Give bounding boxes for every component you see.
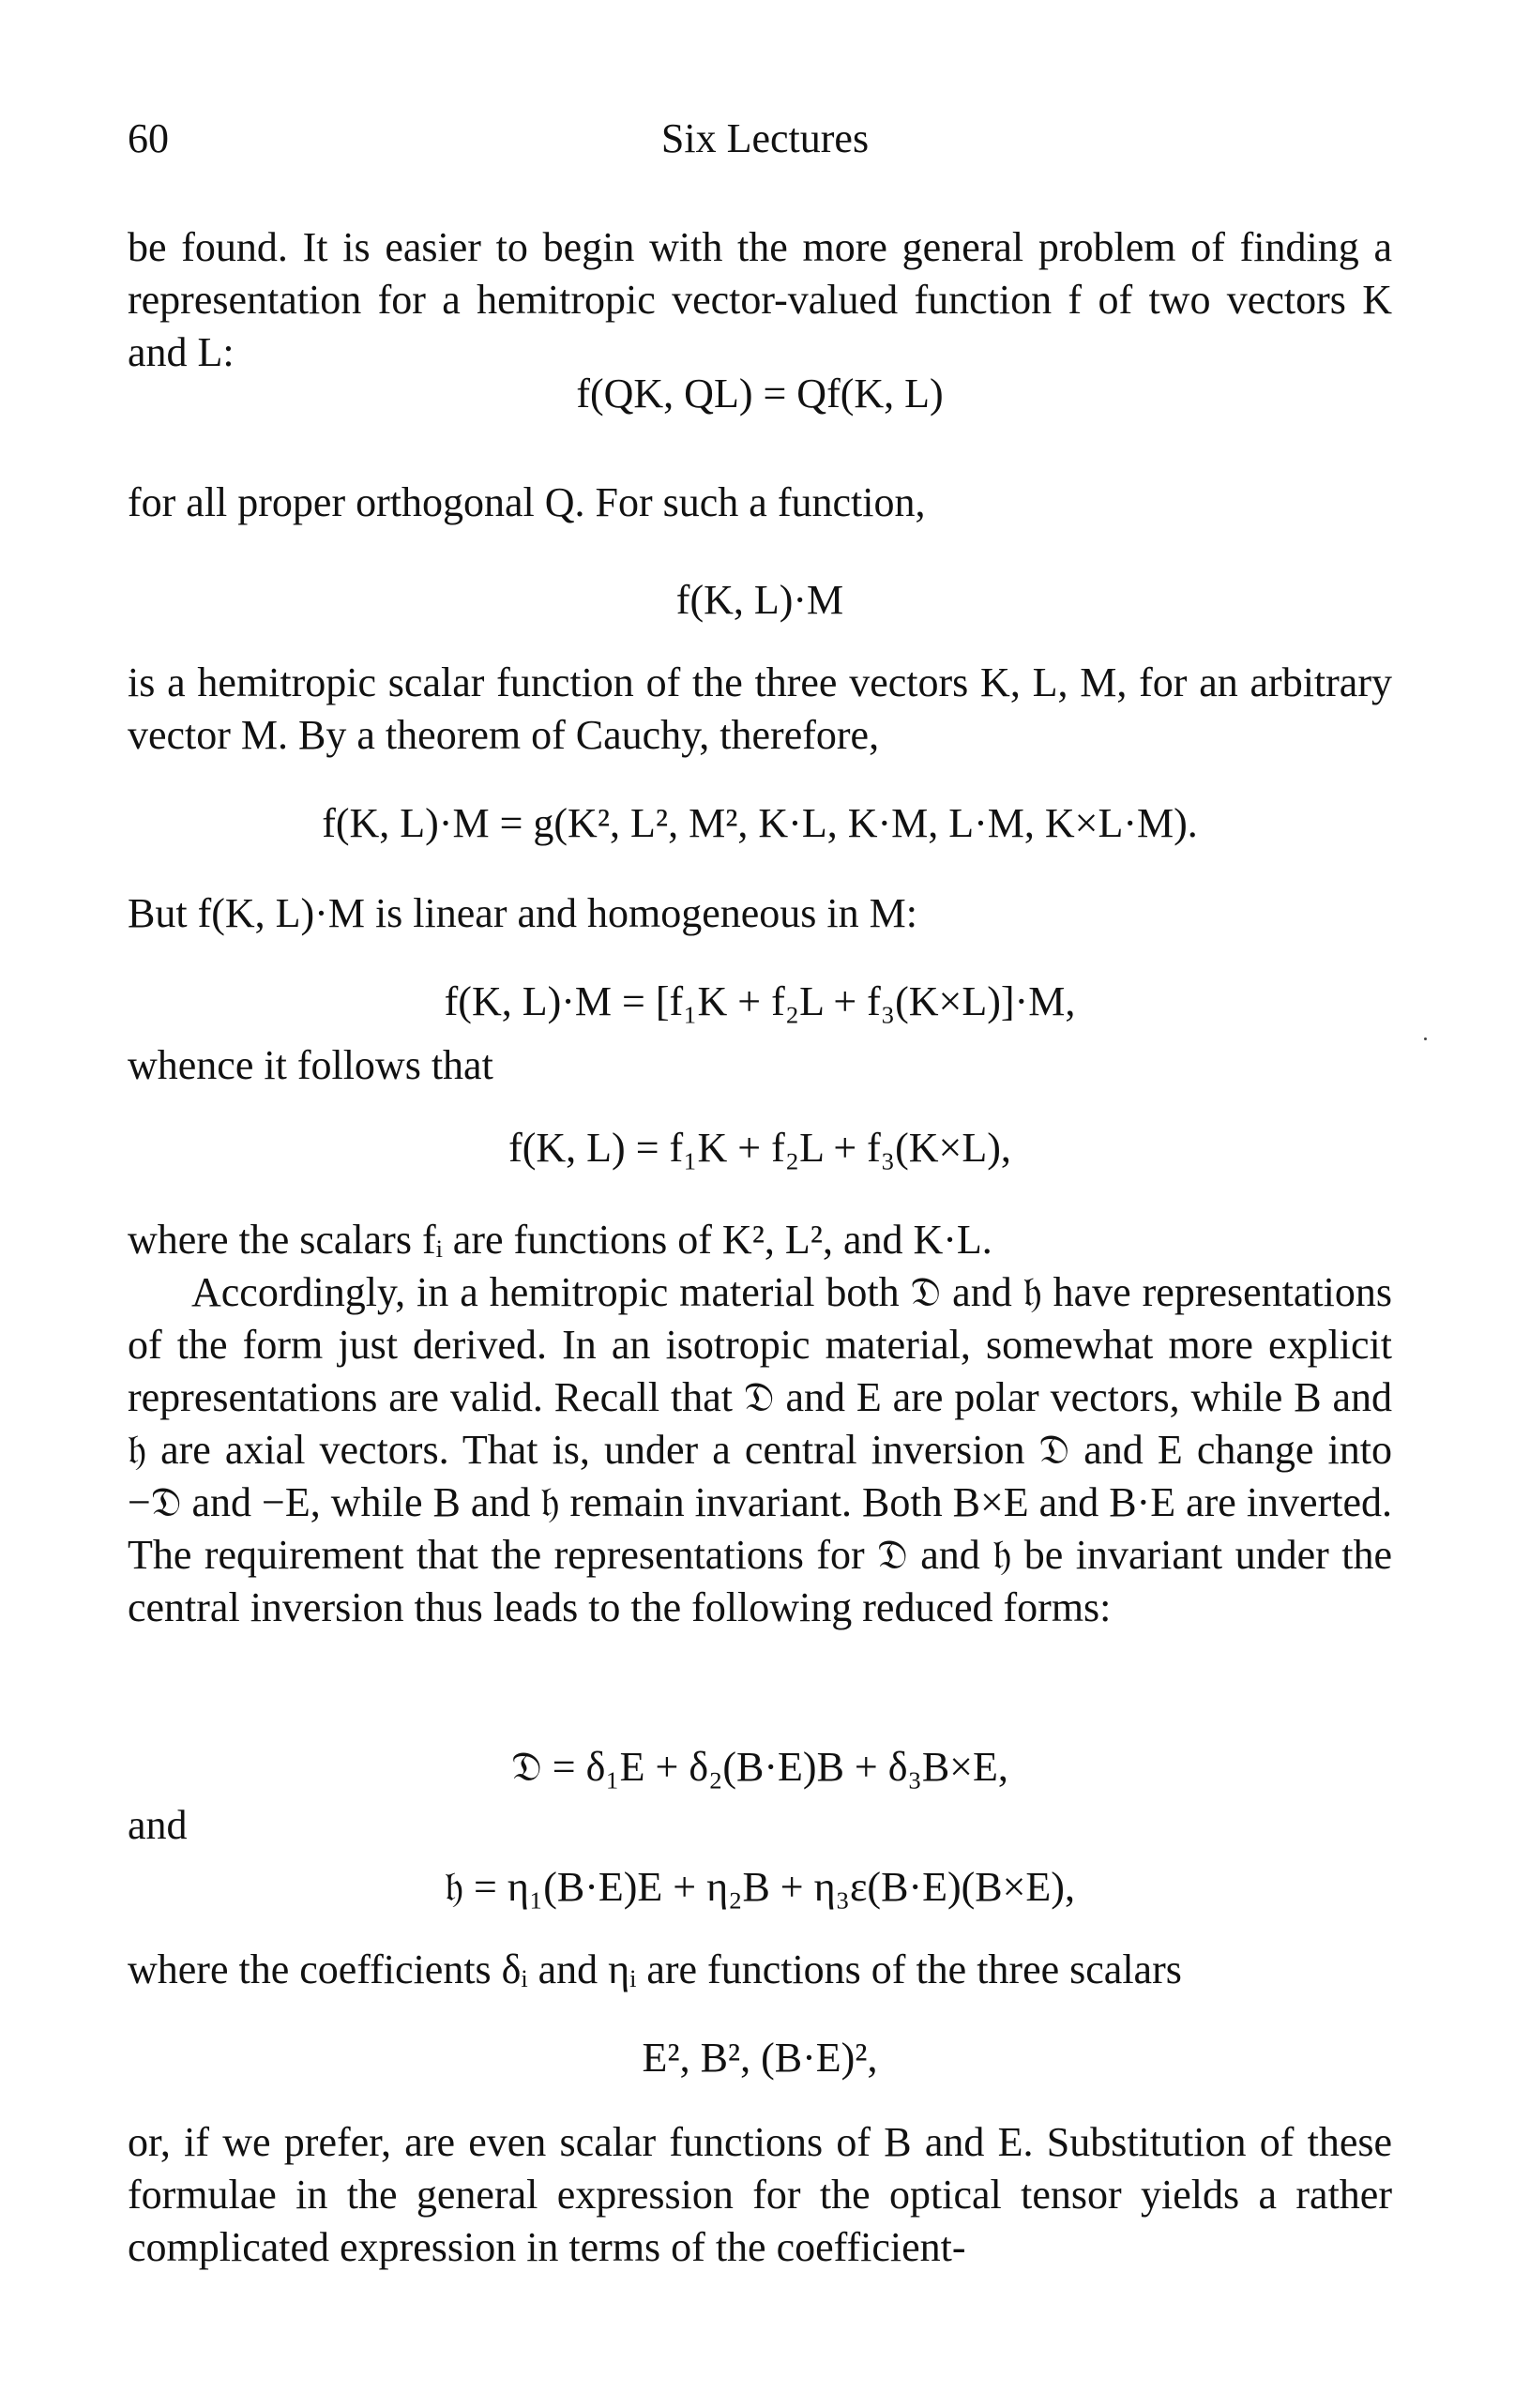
paragraph-linear: But f(K, L)·M is linear and homogeneous in M:	[128, 890, 917, 936]
print-speck	[1424, 1037, 1427, 1040]
paragraph-accordingly: Accordingly, in a hemitropic material both 𝔇 and 𝔥 have representations of the form just derived. In an isotropic material, somewhat more explicit representations are valid. Recall that 𝔇 and E are polar vectors, while B and 𝔥 are axial vectors. That is, under a central inversion 𝔇 and E change into −𝔇 and −E, while B and 𝔥 remain invariant. Both B×E and B·E are inverted. The requirement that the representations for 𝔇 and 𝔥 be invariant under the central inversion thus leads to the following reduced forms:	[128, 1269, 1392, 1630]
page-number: 60	[128, 115, 169, 161]
paragraph-whence: whence it follows that	[128, 1042, 493, 1088]
paragraph-substitution: or, if we prefer, are even scalar functions of B and E. Substitution of these formulae in the general expression for the optical tensor yields a rather complicated expression in terms of the coefficient-	[128, 2119, 1392, 2270]
equation-linear-form: f(K, L)·M = [f₁K + f₂L + f₃(K×L)]·M,	[444, 978, 1076, 1024]
connector-and: and	[128, 1802, 188, 1848]
paragraph-intro: be found. It is easier to begin with the more general problem of finding a representation for a hemitropic vector-valued function f of two vectors K and L:	[128, 224, 1392, 375]
paragraph-scalars: where the scalars fᵢ are functions of K², L², and K·L.	[128, 1217, 992, 1263]
equation-cauchy-representation: f(K, L)·M = g(K², L², M², K·L, K·M, L·M, K×L·M).	[322, 800, 1198, 846]
page-header	[128, 114, 1402, 171]
equation-dot-product: f(K, L)·M	[675, 577, 844, 623]
equation-h-representation: 𝔥 = η₁(B·E)E + η₂B + η₃ε(B·E)(B×E),	[445, 1864, 1075, 1910]
equation-hemitropic-function: f(QK, QL) = Qf(K, L)	[576, 371, 944, 416]
paragraph-orthogonal: for all proper orthogonal Q. For such a function,	[128, 479, 926, 525]
running-title: Six Lectures	[660, 115, 870, 161]
paragraph-cauchy: is a hemitropic scalar function of the three vectors K, L, M, for an arbitrary vector M. By a theorem of Cauchy, therefore,	[128, 659, 1392, 758]
paragraph-coefficients: where the coefficients δᵢ and ηᵢ are functions of the three scalars	[128, 1946, 1182, 1992]
equation-d-representation: 𝔇 = δ₁E + δ₂(B·E)B + δ₃B×E,	[511, 1744, 1008, 1790]
equation-scalars: E², B², (B·E)²,	[642, 2035, 878, 2081]
equation-result: f(K, L) = f₁K + f₂L + f₃(K×L),	[508, 1125, 1011, 1171]
